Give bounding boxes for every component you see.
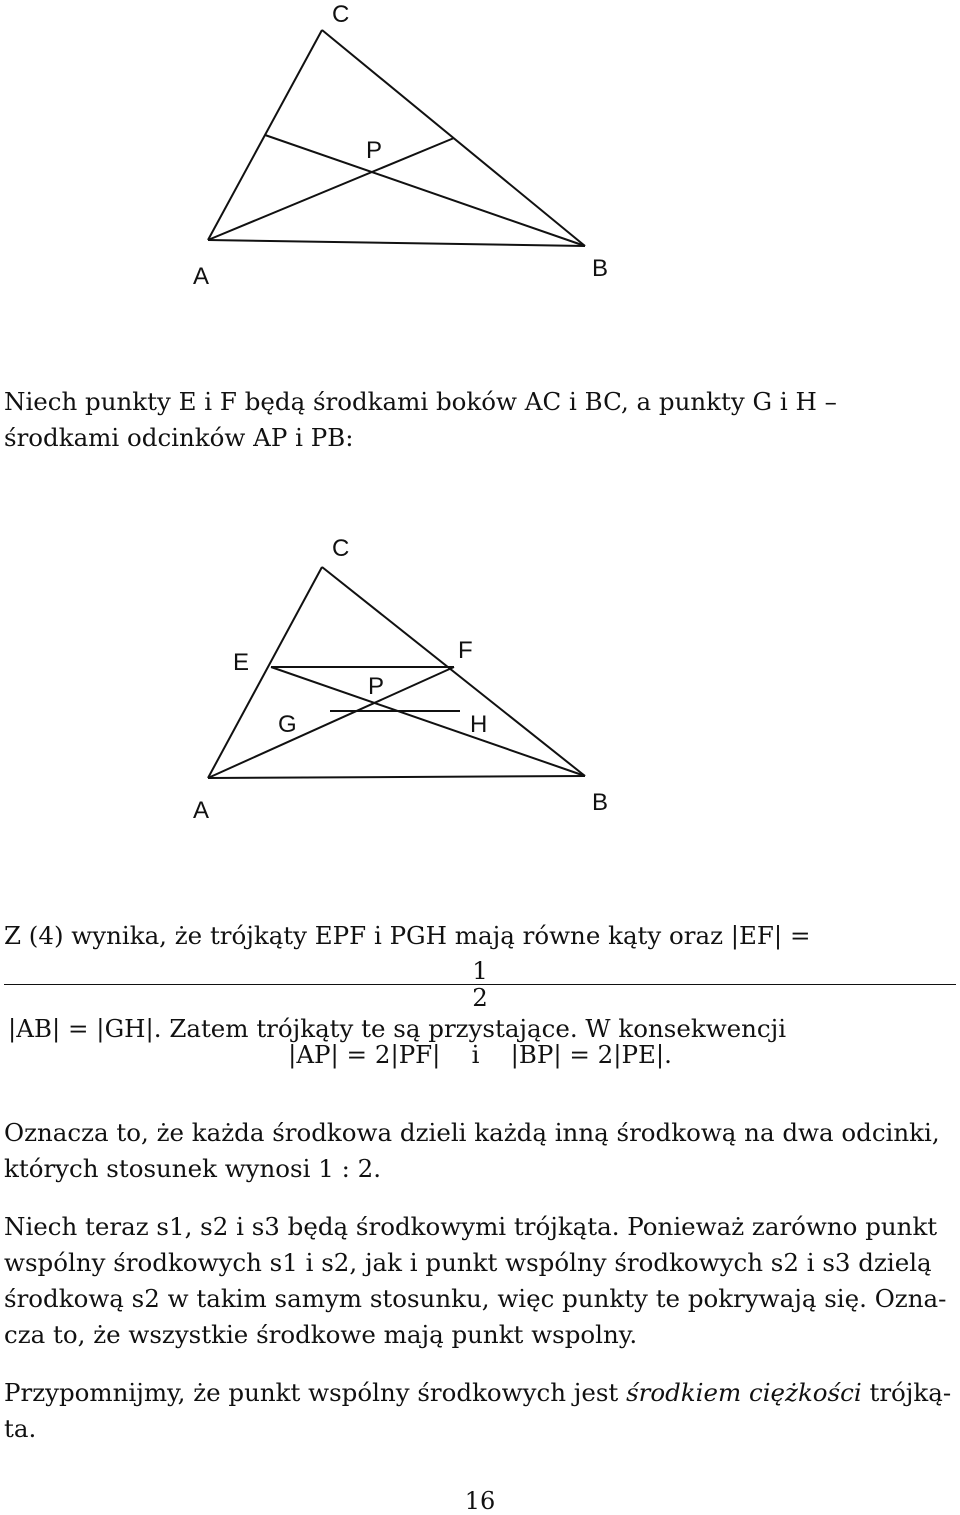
median-from-b [265,135,585,246]
display-equation: |AP| = 2|PF| i |BP| = 2|PE|. [288,1040,672,1069]
text-plain: Przypomnijmy, że punkt wspólny środkowych jest [4,1378,627,1407]
text-line-with-fraction [4,958,956,1047]
text-line: Z (4) wynika, że trójkąty EPF i PGH mają równe kąty oraz |EF| = [4,921,811,950]
paragraph-medians [4,1209,956,1353]
text-line: ta. [4,1414,37,1443]
triangle-figure-midpoints [0,530,960,830]
text-line-rest: |AB| = |GH|. Zatem trójkąty te są przystające. W konsekwencji [8,1014,787,1043]
label-p: P [366,137,383,164]
label-h: H [470,711,488,738]
label-c: C [332,1,350,28]
text-line: środkami odcinków AP i PB: [4,423,354,452]
label-e: E [233,649,250,676]
label-f: F [458,637,473,664]
text-line: których stosunek wynosi 1 : 2. [4,1154,382,1183]
text-line: cza to, że wszystkie środkowe mają punkt wspolny. [4,1320,638,1349]
text-plain: trójką- [861,1378,952,1407]
label-p: P [368,673,385,700]
label-b: B [592,255,609,282]
paragraph-centroid [4,1375,956,1447]
label-b: B [592,789,609,816]
label-a: A [193,263,210,290]
fraction-denominator: 2 [472,983,488,1012]
paragraph-intro [4,384,956,456]
median-from-a [208,138,454,240]
side-ab [208,776,585,778]
label-a: A [193,797,210,824]
text-line: Oznacza to, że każda środkowa dzieli każdą inną środkową na dwa odcinki, [4,1118,940,1147]
paragraph-conclusion [4,918,956,1047]
text-line: Niech teraz s1, s2 i s3 będą środkowymi trójkąta. Ponieważ zarówno punkt [4,1212,938,1241]
text-line [4,1375,956,1411]
fraction-numerator: 1 [4,958,956,985]
text-line: Niech punkty E i F będą środkami boków AC i BC, a punkty G i H – [4,387,837,416]
side-ab [208,240,585,246]
text-line: środkową s2 w takim samym stosunku, więc punkty te pokrywają się. Ozna- [4,1284,947,1313]
median-from-a [208,667,454,778]
side-ac [208,567,322,778]
fraction-one-half [4,958,956,1011]
text-emphasis: środkiem ciężkości [626,1378,862,1407]
label-g: G [278,711,297,738]
side-bc [322,567,585,776]
triangle-figure-medians [0,0,960,300]
median-from-b [271,667,585,776]
page-number: 16 [464,1487,496,1515]
text-line: wspólny środkowych s1 i s2, jak i punkt wspólny środkowych s2 i s3 dzielą [4,1248,932,1277]
paragraph-ratio [4,1115,956,1187]
label-c: C [332,535,350,562]
